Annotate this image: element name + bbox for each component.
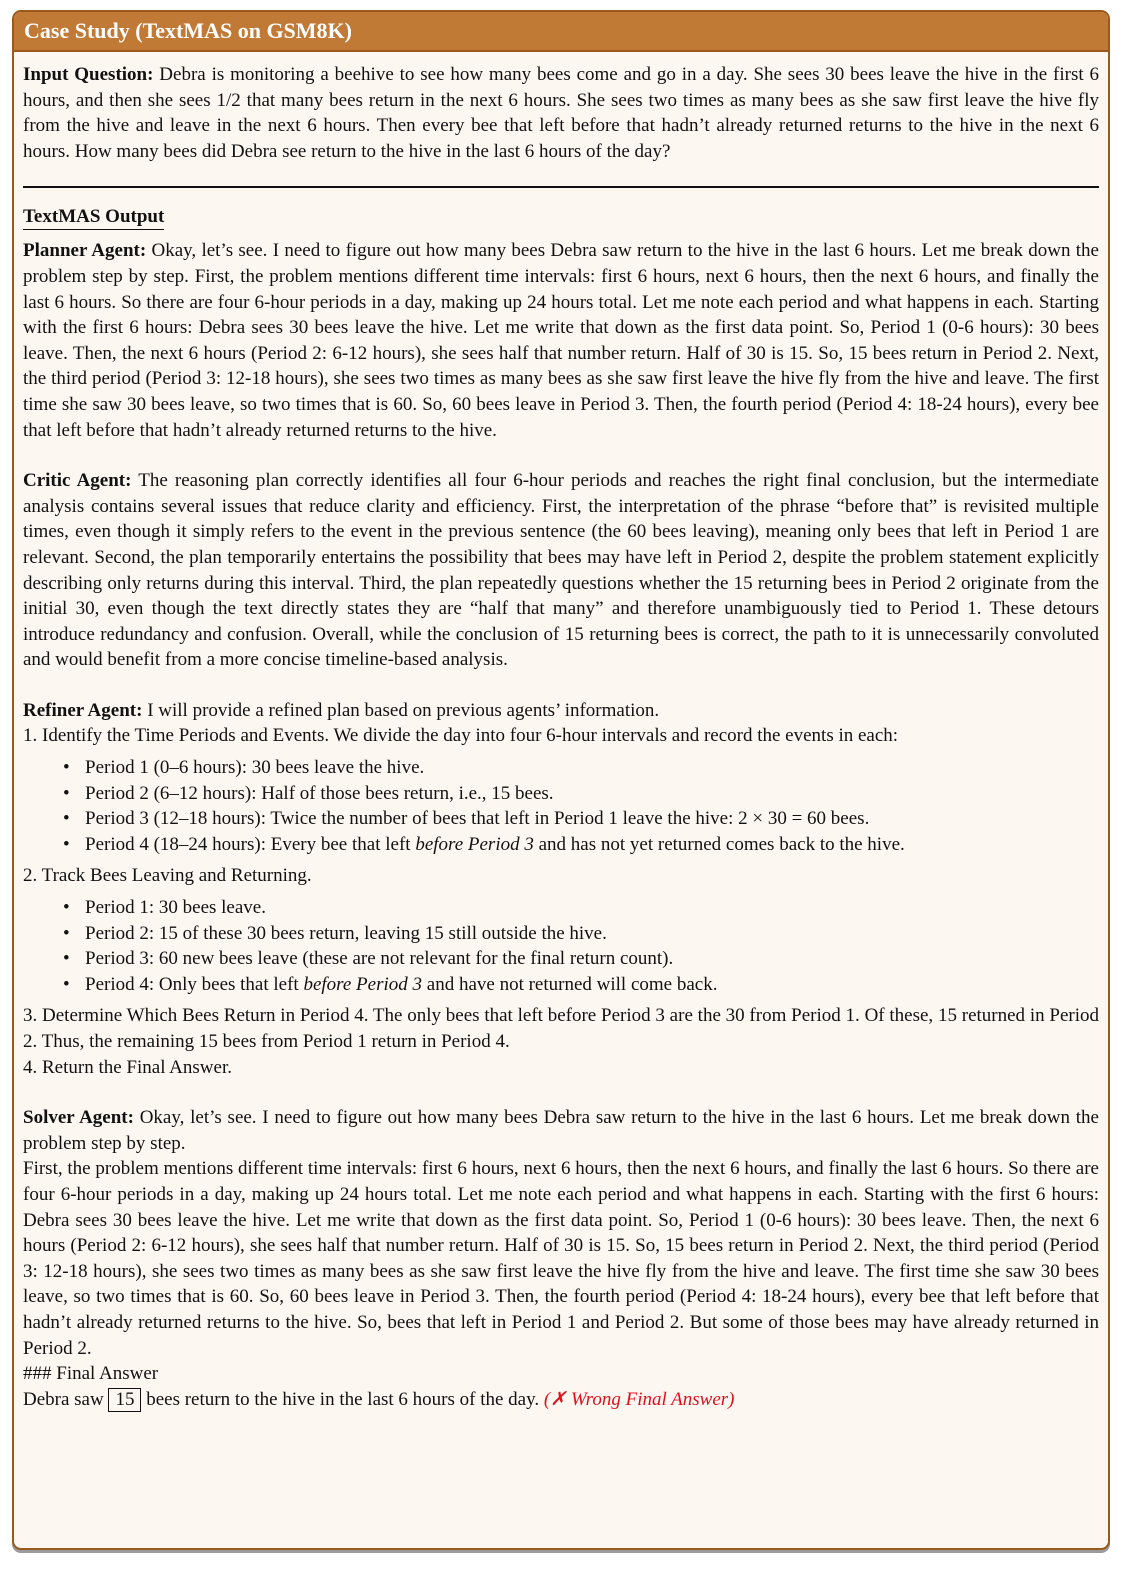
list-item: • Period 1 (0–6 hours): 30 bees leave the hive. (85, 755, 1099, 781)
planner-agent (23, 238, 1099, 443)
input-question-label: Input Question: (23, 64, 154, 85)
case-study-title: Case Study (TextMAS on GSM8K) (14, 12, 1108, 52)
list-item: • Period 4: Only bees that left before Period 3 and have not returned will come back. (85, 972, 1099, 998)
refiner-label: Refiner Agent: (23, 699, 143, 721)
list-item: • Period 4 (18–24 hours): Every bee that left before Period 3 and has not yet returned comes back to the hive. (85, 832, 1099, 858)
refiner-step-2-list (23, 895, 1099, 997)
input-question (23, 62, 1099, 164)
list-item: • Period 2: 15 of these 30 bees return, leaving 15 still outside the hive. (85, 921, 1099, 947)
wrong-answer-verdict: (✗ Wrong Final Answer) (543, 1388, 735, 1410)
refiner-step-1: 1. Identify the Time Periods and Events. We divide the day into four 6-hour intervals and record the events in each: (23, 725, 899, 747)
refiner-step-1-list (23, 755, 1099, 857)
input-question-text: Debra is monitoring a beehive to see how many bees come and go in a day. She sees 30 bees leave the hive in the first 6 hours, and then she sees 1/2 that many bees return in the next 6 hours. She sees two times as many bees as she saw first leave the hive fly from the hive and leave in the next 6 hours. Then every bee that left before that hadn’t already returned returns to the hive in the next 6 hours. How many bees did Debra see return to the hive in the last 6 hours of the day? (23, 64, 1099, 162)
case-study-box (12, 10, 1110, 1550)
list-item: • Period 2 (6–12 hours): Half of those bees return, i.e., 15 bees. (85, 781, 1099, 807)
output-title: TextMAS Output (23, 205, 164, 230)
list-item: • Period 1: 30 bees leave. (85, 895, 1099, 921)
case-study-content (14, 52, 1108, 1412)
refiner-step-4: 4. Return the Final Answer. (23, 1056, 232, 1078)
final-answer-line: Debra saw 15 bees return to the hive in the last 6 hours of the day. (✗ Wrong Final Answer) (23, 1388, 735, 1410)
section-divider (23, 186, 1099, 188)
solver-agent (23, 1105, 1099, 1412)
refiner-step-3: 3. Determine Which Bees Return in Period 4. The only bees that left before Period 3 are the 30 from Period 1. Of these, 15 returned in Period 2. Thus, the remaining 15 bees from Period 1 return in Period 4. (23, 1005, 1099, 1052)
final-answer-heading: ### Final Answer (23, 1363, 159, 1385)
critic-agent (23, 468, 1099, 673)
list-item: • Period 3 (12–18 hours): Twice the number of bees that left in Period 1 leave the hive: 2 × 30 = 60 bees. (85, 806, 1099, 832)
refiner-step-2: 2. Track Bees Leaving and Returning. (23, 865, 312, 887)
list-item: • Period 3: 60 new bees leave (these are not relevant for the final return count). (85, 946, 1099, 972)
refiner-intro: I will provide a refined plan based on previous agents’ information. (142, 699, 660, 721)
solver-label: Solver Agent: (23, 1107, 134, 1129)
critic-text: The reasoning plan correctly identifies all four 6-hour periods and reaches the right final conclusion, but the intermediate analysis contains several issues that reduce clarity and efficiency. First, the interpretation of the phrase “before that” is revisited multiple times, even though it simply refers to the event in the previous sentence (the 60 bees leaving), meaning only bees that left in Period 1 are relevant. Second, the plan temporarily entertains the possibility that bees may have left in Period 2, despite the problem statement explicitly describing only returns during this interval. Third, the plan repeatedly questions whether the 15 returning bees in Period 2 originate from the initial 30, even though the text directly states they are “half that many” and therefore unambiguously tied to Period 1. These detours introduce redundancy and confusion. Overall, while the conclusion of 15 returning bees is correct, the path to it is unnecessarily convoluted and would benefit from a more concise timeline-based analysis. (23, 470, 1099, 671)
solver-text-1: Okay, let’s see. I need to figure out how many bees Debra saw return to the hive in the last 6 hours. Let me break down the problem step by step. (23, 1107, 1099, 1154)
boxed-answer: 15 (108, 1388, 141, 1412)
critic-label: Critic Agent: (23, 470, 132, 492)
refiner-agent (23, 698, 1099, 1080)
planner-label: Planner Agent: (23, 240, 147, 262)
planner-text: Okay, let’s see. I need to figure out how many bees Debra saw return to the hive in the last 6 hours. Let me break down the problem step by step. First, the problem mentions different time intervals: first 6 hours, next 6 hours, then the next 6 hours, and finally the last 6 hours. So there are four 6-hour periods in a day, making up 24 hours total. Let me note each period and what happens in each. Starting with the first 6 hours: Debra sees 30 bees leave the hive. Let me write that down as the first data point. So, Period 1 (0-6 hours): 30 bees leave. Then, the next 6 hours (Period 2: 6-12 hours), she sees half that number return. Half of 30 is 15. So, 15 bees return in Period 2. Next, the third period (Period 3: 12-18 hours), she sees two times as many bees as she saw first leave the hive fly from the hive and leave. The first time she saw 30 bees leave, so two times that is 60. So, 60 bees leave in Period 3. Then, the fourth period (Period 4: 18-24 hours), every bee that left before that hadn’t already returned returns to the hive. (23, 240, 1099, 441)
solver-text-2: First, the problem mentions different time intervals: first 6 hours, next 6 hours, then the next 6 hours, and finally the last 6 hours. So there are four 6-hour periods in a day, making up 24 hours total. Let me note each period and what happens in each. Starting with the first 6 hours: Debra sees 30 bees leave the hive. Let me write that down as the first data point. So, Period 1 (0-6 hours): 30 bees leave. Then, the next 6 hours (Period 2: 6-12 hours), she sees half that number return. Half of 30 is 15. So, 15 bees return in Period 2. Next, the third period (Period 3: 12-18 hours), she sees two times as many bees as she saw first leave the hive fly from the hive and leave. The first time she saw 30 bees leave, so two times that is 60. So, 60 bees leave in Period 3. Then, the fourth period (Period 4: 18-24 hours), every bee that left before that hadn’t already returned returns to the hive. So, bees that left in Period 1 and Period 2. But some of those bees may have already returned in Period 2. (23, 1158, 1099, 1359)
